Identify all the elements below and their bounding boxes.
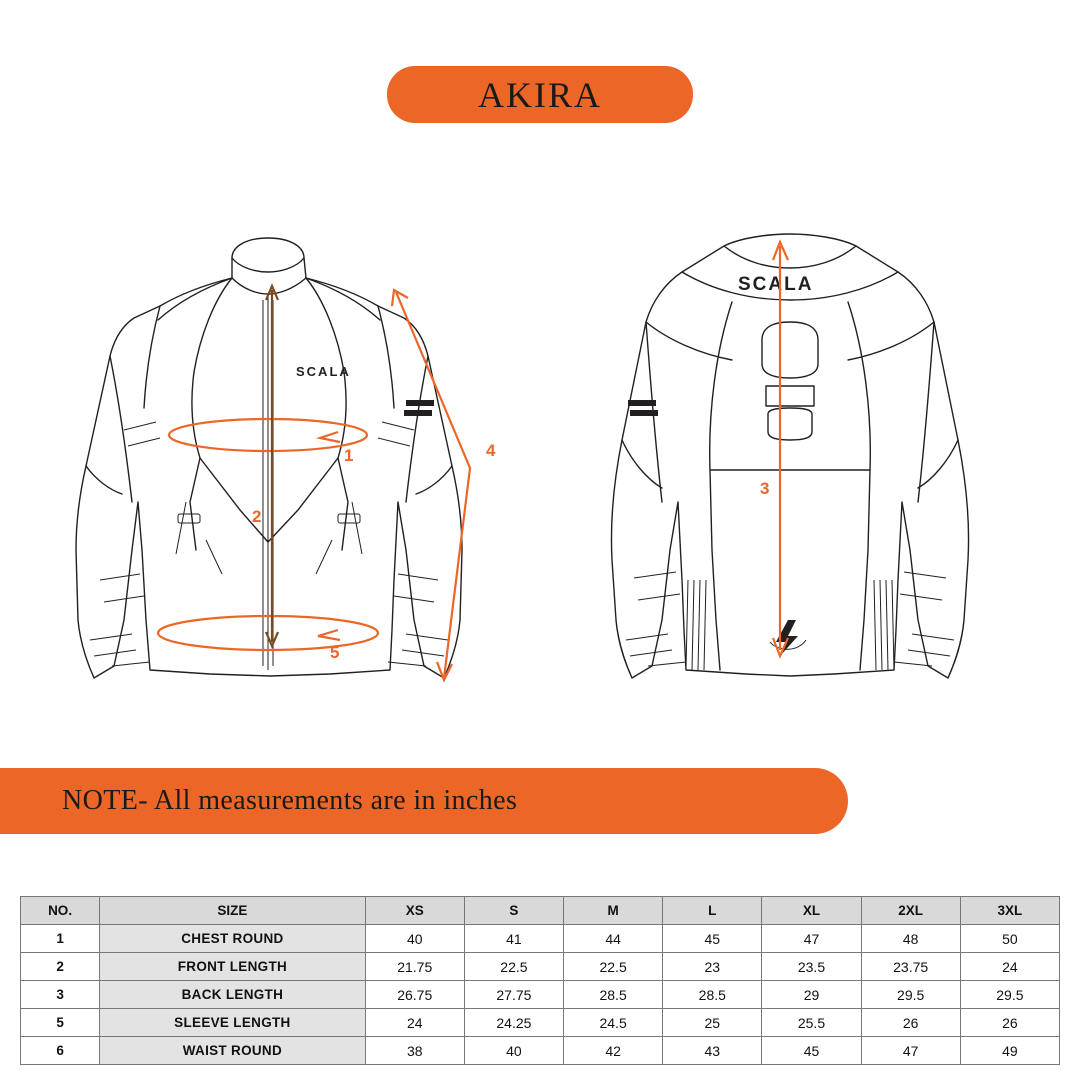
cell-l: 45 (663, 925, 762, 953)
header-no: NO. (21, 897, 100, 925)
header-m: M (564, 897, 663, 925)
note-text: NOTE- All measurements are in inches (62, 785, 518, 816)
header-s: S (464, 897, 563, 925)
cell-2xl: 23.75 (861, 953, 960, 981)
table-row (21, 925, 1060, 953)
callout-4: 4 (486, 441, 496, 460)
cell-2xl: 26 (861, 1009, 960, 1037)
header-size: SIZE (100, 897, 366, 925)
cell-m: 28.5 (564, 981, 663, 1009)
row-no: 1 (21, 925, 100, 953)
back-brand-logo: SCALA (738, 274, 814, 295)
cell-xl: 23.5 (762, 953, 861, 981)
row-no: 5 (21, 1009, 100, 1037)
size-chart-table (20, 896, 1060, 1065)
cell-3xl: 24 (960, 953, 1059, 981)
front-brand-logo: SCALA (296, 364, 351, 379)
header-3xl: 3XL (960, 897, 1059, 925)
header-xl: XL (762, 897, 861, 925)
back-protector-mid (766, 386, 814, 406)
jacket-front-view (76, 238, 496, 680)
callout-1: 1 (344, 446, 354, 465)
cell-l: 25 (663, 1009, 762, 1037)
cell-m: 42 (564, 1037, 663, 1065)
callout-5: 5 (330, 643, 340, 662)
table-row (21, 953, 1060, 981)
cell-l: 28.5 (663, 981, 762, 1009)
table-row (21, 1037, 1060, 1065)
back-protector-upper (762, 322, 818, 378)
row-label: SLEEVE LENGTH (100, 1009, 366, 1037)
note-banner (0, 768, 848, 834)
cell-xs: 26.75 (365, 981, 464, 1009)
cell-2xl: 48 (861, 925, 960, 953)
cell-2xl: 29.5 (861, 981, 960, 1009)
cell-l: 23 (663, 953, 762, 981)
cell-m: 44 (564, 925, 663, 953)
jacket-illustrations (0, 150, 1080, 750)
size-chart-diagram (0, 150, 1080, 750)
cell-3xl: 26 (960, 1009, 1059, 1037)
cell-s: 22.5 (464, 953, 563, 981)
row-label: WAIST ROUND (100, 1037, 366, 1065)
callout-2: 2 (252, 507, 262, 526)
row-no: 2 (21, 953, 100, 981)
cell-xl: 29 (762, 981, 861, 1009)
product-title-pill (387, 66, 693, 123)
cell-2xl: 47 (861, 1037, 960, 1065)
cell-s: 40 (464, 1037, 563, 1065)
cell-3xl: 49 (960, 1037, 1059, 1065)
cell-3xl: 29.5 (960, 981, 1059, 1009)
waist-round-arrowhead (318, 630, 340, 640)
cell-3xl: 50 (960, 925, 1059, 953)
page-title: AKIRA (478, 74, 602, 115)
table-row (21, 1009, 1060, 1037)
cell-xs: 38 (365, 1037, 464, 1065)
cell-xl: 45 (762, 1037, 861, 1065)
cell-s: 24.25 (464, 1009, 563, 1037)
cell-xs: 24 (365, 1009, 464, 1037)
cell-l: 43 (663, 1037, 762, 1065)
cell-xs: 21.75 (365, 953, 464, 981)
cell-m: 24.5 (564, 1009, 663, 1037)
cell-xl: 47 (762, 925, 861, 953)
chest-round-arrowhead (320, 432, 340, 442)
header-2xl: 2XL (861, 897, 960, 925)
table-header-row (21, 897, 1060, 925)
row-label: BACK LENGTH (100, 981, 366, 1009)
callout-3: 3 (760, 479, 770, 498)
header-l: L (663, 897, 762, 925)
table-row (21, 981, 1060, 1009)
header-xs: XS (365, 897, 464, 925)
row-label: FRONT LENGTH (100, 953, 366, 981)
cell-s: 27.75 (464, 981, 563, 1009)
cell-s: 41 (464, 925, 563, 953)
jacket-back-view (611, 234, 968, 678)
cell-xs: 40 (365, 925, 464, 953)
row-no: 6 (21, 1037, 100, 1065)
row-label: CHEST ROUND (100, 925, 366, 953)
cell-m: 22.5 (564, 953, 663, 981)
row-no: 3 (21, 981, 100, 1009)
cell-xl: 25.5 (762, 1009, 861, 1037)
back-protector-lower (768, 408, 812, 440)
